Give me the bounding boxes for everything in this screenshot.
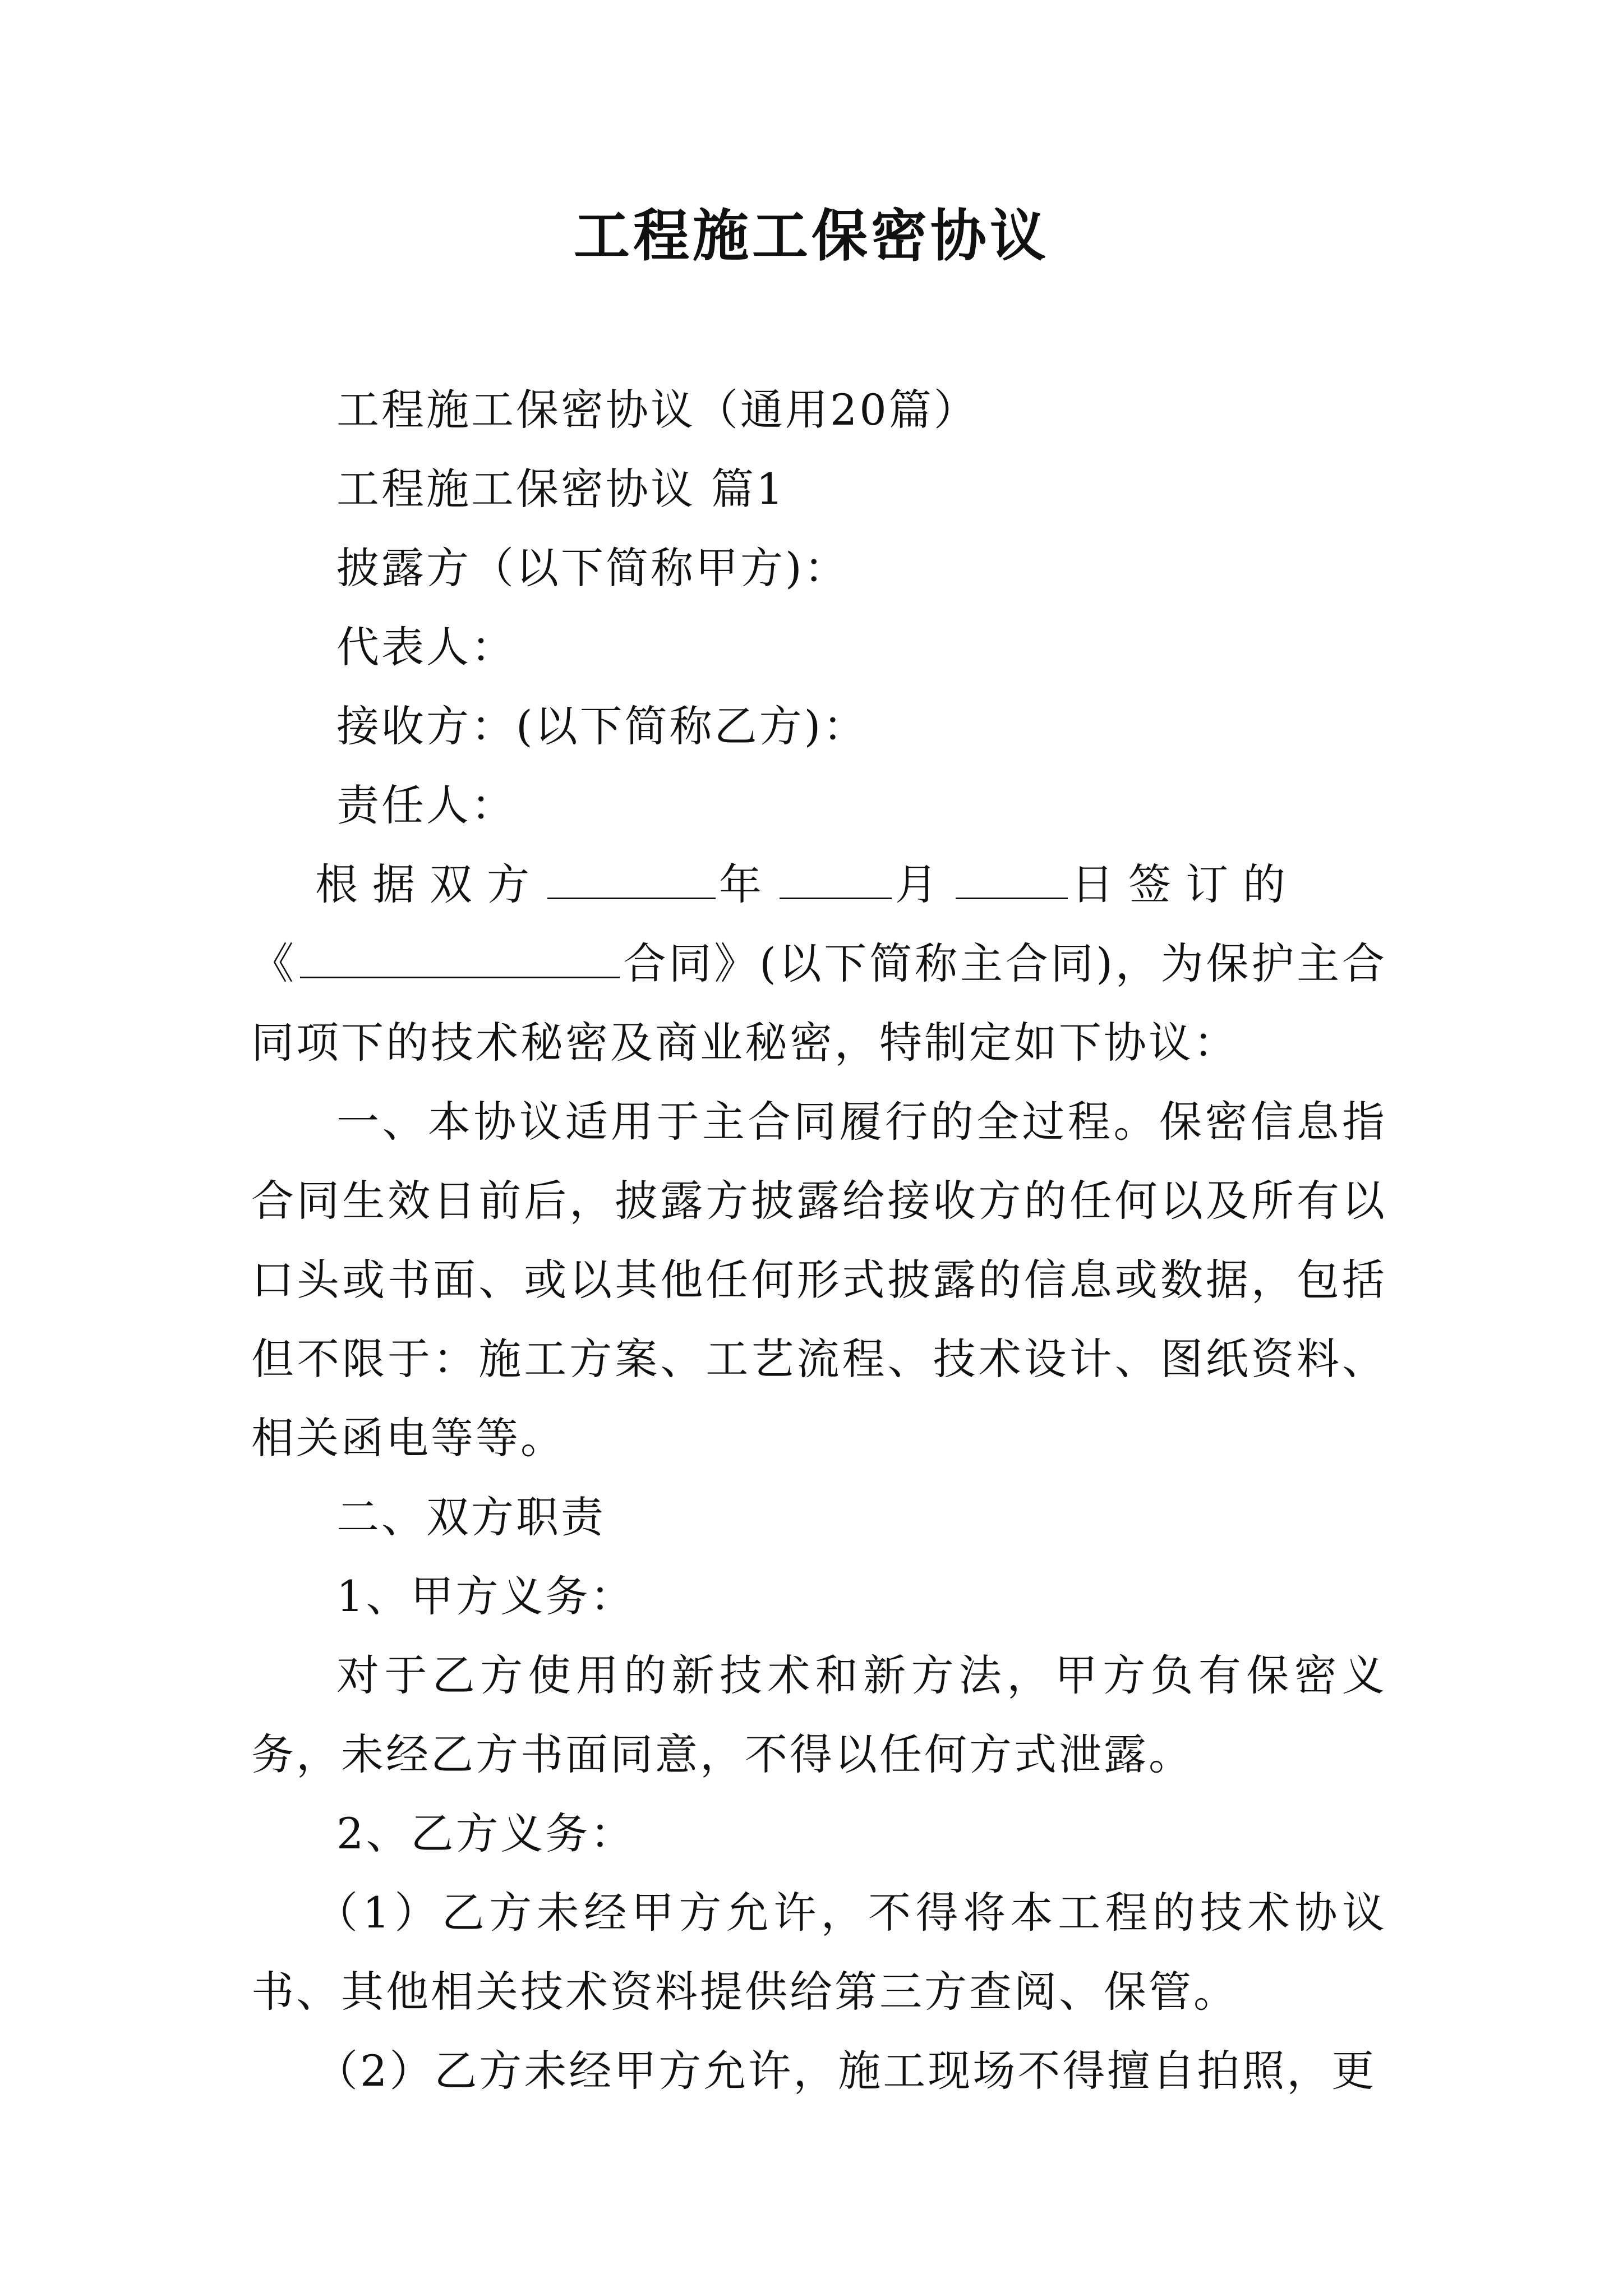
contract-name-blank [300,944,620,978]
party-b-duty-item-2: （2）乙方未经甲方允许，施工现场不得擅自拍照，更 [315,2046,1377,2096]
party-a-duty-text: 对于乙方使用的新技术和新方法，甲方负有保密义务，未经乙方书面同意，不得以任何方式泄露。 [251,1650,1387,1779]
intro-text-a: 根据双方 [315,859,544,909]
responsible-person-line: 责任人： [336,780,516,830]
day-blank [956,865,1068,899]
party-a-duty-heading: 1、甲方义务： [336,1571,635,1621]
section-1-paragraph: 一、本协议适用于主合同履行的全过程。保密信息指合同生效日前后，披露方披露给接收方的任何以及所有以口头或书面、或以其他任何形式披露的信息或数据，包括但不限于：施工方案、工艺流程、技术设计、图纸资料、相关函电等等。 [251,1097,1387,1463]
intro-month-label: 月 [895,859,952,909]
document-title: 工程施工保密协议 [574,203,1049,269]
month-blank [780,865,892,899]
chapter-heading: 工程施工保密协议 篇1 [336,464,786,514]
representative-line: 代表人： [336,622,516,672]
intro-year-label: 年 [719,859,776,909]
intro-text-e: 《 [251,938,297,988]
discloser-line: 披露方（以下简称甲方)： [336,543,849,593]
intro-text-d: 日签订的 [1071,859,1300,909]
subtitle-line: 工程施工保密协议（通用20篇） [336,385,979,435]
party-b-duty-item-1: （1）乙方未经甲方允许，不得将本工程的技术协议书、其他相关技术资料提供给第三方查阅、保管。 [251,1888,1387,2017]
intro-text-f: 合同》(以下简称主合同)，为保护主合同项下的技术秘密及商业秘密，特制定如下协议： [251,938,1387,1068]
document-body [251,370,1387,2110]
party-b-duty-heading: 2、乙方义务： [336,1809,635,1858]
year-blank [547,865,716,899]
receiver-line: 接收方：(以下简称乙方)： [336,701,868,751]
intro-paragraph [251,845,1387,1082]
section-2-heading: 二、双方职责 [336,1492,606,1542]
